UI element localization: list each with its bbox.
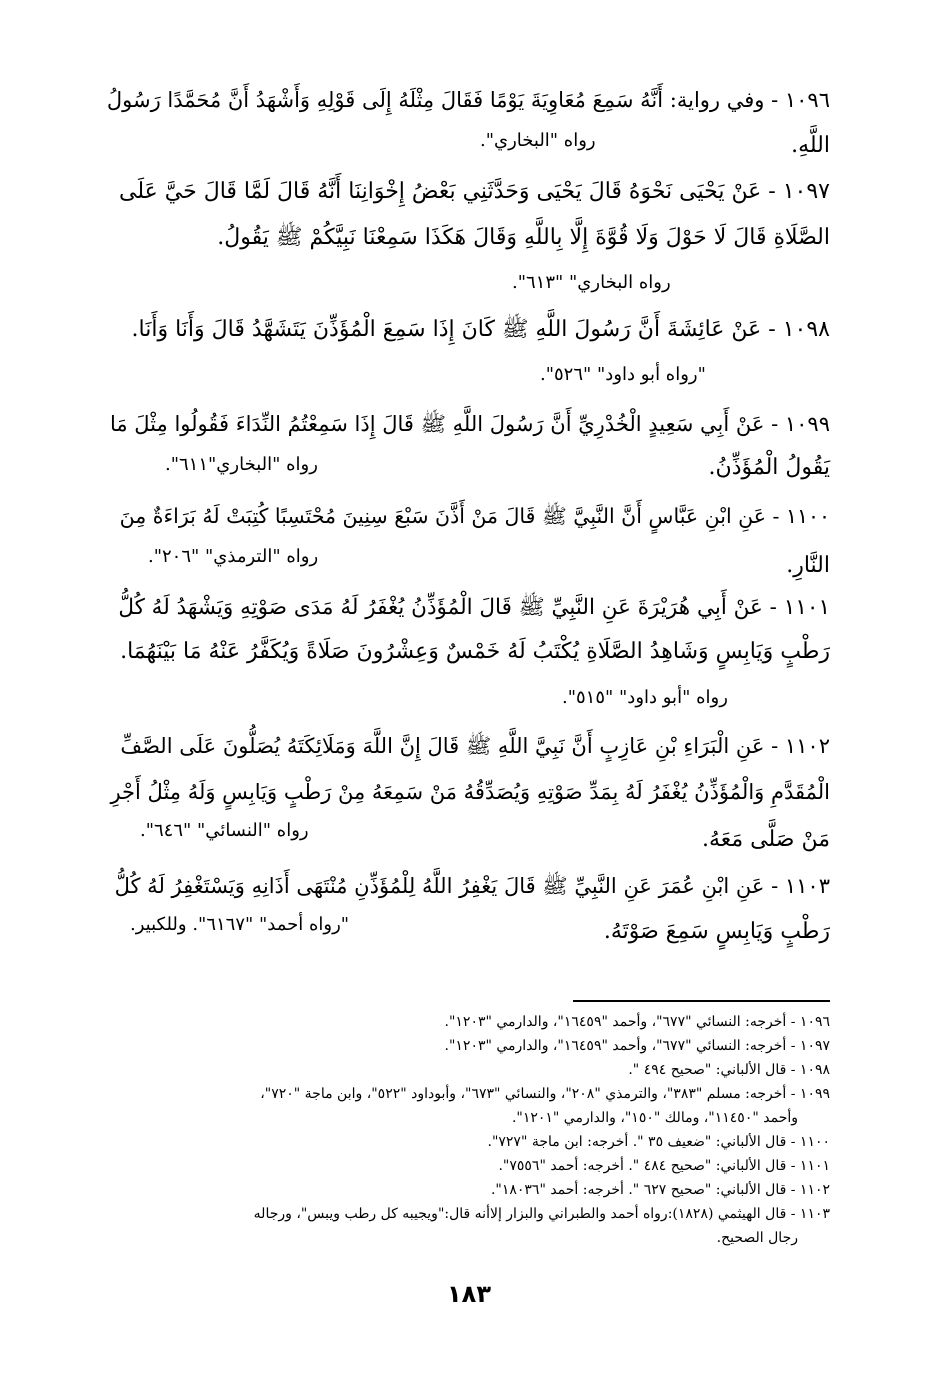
hadith-1102-ref: رواه "النسائي" "٦٤٦". [140, 820, 309, 841]
hadith-1100-ref: رواه "الترمذي" "٢٠٦". [148, 546, 319, 567]
hadith-1102-line-2: الْمُقَدَّمِ وَالْمُؤَذِّنُ يُغْفَرُ لَهُ بِمَدِّ صَوْتِهِ وَيُصَدِّقُهُ مَنْ سَمِعَهُ مِنْ رَطْبٍ وَيَابِسٍ وَلَهُ مِثْلُ أَجْرِ [110, 780, 830, 804]
footnote-1100: ١١٠٠ - قال الألباني: "ضعيف ٣٥ ". أخرجه: ابن ماجة "٧٢٧". [487, 1134, 830, 1150]
footnote-1101: ١١٠١ - قال الألباني: "صحيح ٤٨٤ ". أخرجه: أحمد "٧٥٥٦". [498, 1158, 830, 1174]
footnote-1099-cont: وأحمد "١١٤٥٠"، ومالك "١٥٠"، والدارمي "١٢٠١". [511, 1110, 798, 1126]
page-number: ١٨٣ [447, 1280, 491, 1308]
hadith-1098-ref: "رواه أبو داود" "٥٢٦". [540, 364, 706, 385]
hadith-1097-line-1: ١٠٩٧ - عَنْ يَحْيَى نَحْوَهُ قَالَ يَحْيَى وَحَدَّثَنِي بَعْضُ إِخْوَانِنَا أَنَّهُ قَالَ لَمَّا قَالَ حَيَّ عَلَى [119, 179, 830, 204]
hadith-1097-line-2: الصَّلَاةِ قَالَ لَا حَوْلَ وَلَا قُوَّةَ إِلَّا بِاللَّهِ وَقَالَ هَكَذَا سَمِعْنَا نَبِيَّكُمْ ﷺ يَقُولُ. [217, 225, 830, 250]
hadith-1100-line-1: ١١٠٠ - عَنِ ابْنِ عَبَّاسٍ أَنَّ النَّبِيَّ ﷺ قَالَ مَنْ أَذَّنَ سَبْعَ سِنِينَ مُحْتَسِبًا كُتِبَتْ لَهُ بَرَاءَةٌ مِنَ [119, 504, 830, 528]
hadith-1103-line-1: ١١٠٣ - عَنِ ابْنِ عُمَرَ عَنِ النَّبِيِّ ﷺ قَالَ يَغْفِرُ اللَّهُ لِلْمُؤَذِّنِ مُنْتَهَى أَذَانِهِ وَيَسْتَغْفِرُ لَهُ كُلُّ [114, 874, 830, 898]
footnote-1097: ١٠٩٧ - أخرجه: النسائي "٦٧٧"، وأحمد "١٦٤٥٩"، والدارمي "١٢٠٣". [444, 1038, 830, 1054]
hadith-1102-line-3: مَنْ صَلَّى مَعَهُ. [701, 827, 830, 852]
hadith-1099-line-1: ١٠٩٩ - عَنْ أَبِي سَعِيدٍ الْخُدْرِيِّ أَنَّ رَسُولَ اللَّهِ ﷺ قَالَ إِذَا سَمِعْتُمُ النِّدَاءَ فَقُولُوا مِثْلَ مَا [109, 412, 830, 436]
hadith-1097-ref: رواه البخاري" "٦١٣". [512, 272, 671, 293]
hadith-1102-line-1: ١١٠٢ - عَنِ الْبَرَاءِ بْنِ عَازِبٍ أَنَّ نَبِيَّ اللَّهِ ﷺ قَالَ إِنَّ اللَّهَ وَمَلَائِكَتَهُ يُصَلُّونَ عَلَى الصَّفِّ [120, 734, 830, 758]
hadith-1103-line-2: رَطْبٍ وَيَابِسٍ سَمِعَ صَوْتَهُ. [603, 919, 830, 944]
hadith-1100-line-2: النَّارِ. [786, 553, 830, 578]
footnote-1102: ١١٠٢ - قال الألباني: "صحيح ٦٢٧ ". أخرجه: أحمد "١٨٠٣٦". [490, 1182, 830, 1198]
footnote-1103-cont: رجال الصحيح. [716, 1230, 798, 1246]
hadith-1101-line-2: رَطْبٍ وَيَابِسٍ وَشَاهِدُ الصَّلَاةِ يُكْتَبُ لَهُ خَمْسٌ وَعِشْرُونَ صَلَاةً وَيُكَفَّرُ عَنْهُ مَا بَيْنَهُمَا. [120, 639, 830, 664]
footnote-separator [573, 1000, 830, 1002]
hadith-1096-line-2: اللَّهِ. [791, 133, 830, 158]
hadith-1096-line-1: ١٠٩٦ - وفي رواية: أَنَّهُ سَمِعَ مُعَاوِيَةَ يَوْمًا فَقَالَ مِثْلَهُ إِلَى قَوْلِهِ وَأَشْهَدُ أَنَّ مُحَمَّدًا رَسُولُ [106, 88, 830, 112]
hadith-1098-line-1: ١٠٩٨ - عَنْ عَائِشَةَ أَنَّ رَسُولَ اللَّهِ ﷺ كَانَ إِذَا سَمِعَ الْمُؤَذِّنَ يَتَشَهَّدُ قَالَ وَأَنَا وَأَنَا. [131, 317, 830, 342]
footnote-1098: ١٠٩٨ - قال الألباني: "صحيح ٤٩٤ ". [628, 1062, 830, 1078]
footnote-1103: ١١٠٣ - قال الهيثمي (١٨٢٨):رواه أحمد والطبراني والبزار إلاأنه قال:"ويجيبه كل رطب ويبس"، ورجاله [253, 1206, 830, 1222]
footnote-1099: ١٠٩٩ - أخرجه: مسلم "٣٨٣"، والترمذي "٢٠٨"، والنسائي "٦٧٣"، وأبوداود "٥٢٢"، وابن ماجة "٧٢٠"، [260, 1086, 830, 1102]
footnote-1096: ١٠٩٦ - أخرجه: النسائي "٦٧٧"، وأحمد "١٦٤٥٩"، والدارمي "١٢٠٣". [444, 1014, 830, 1030]
hadith-1103-ref: "رواه أحمد" "٦١٦٧". وللكبير. [130, 914, 350, 935]
hadith-1101-line-1: ١١٠١ - عَنْ أَبِي هُرَيْرَةَ عَنِ النَّبِيِّ ﷺ قَالَ الْمُؤَذِّنُ يُغْفَرُ لَهُ مَدَى صَوْتِهِ وَيَشْهَدُ لَهُ كُلُّ [118, 595, 830, 620]
hadith-1099-line-2: يَقُولُ الْمُؤَذِّنُ. [708, 455, 830, 480]
hadith-1096-ref: رواه "البخاري". [480, 130, 596, 151]
hadith-1101-ref: رواه "أبو داود" "٥١٥". [562, 687, 728, 708]
hadith-1099-ref: رواه "البخاري"٦١١". [165, 454, 318, 475]
